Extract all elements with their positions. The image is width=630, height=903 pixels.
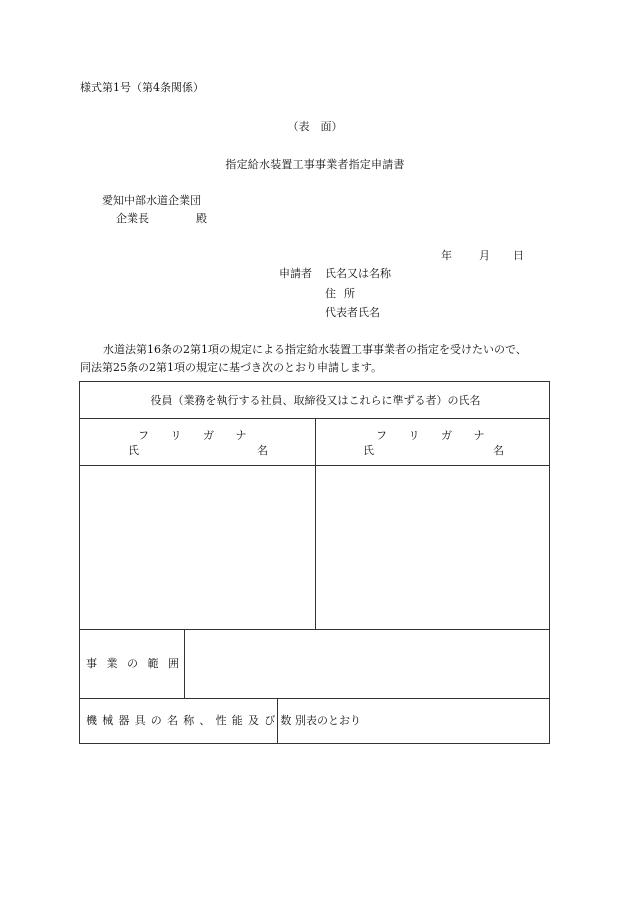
application-statement-line2: 同法第25条の2第1項の規定に基づき次のとおり申請します。 — [80, 361, 383, 374]
date-year-label: 年 — [441, 249, 452, 262]
equipment-label: 機械器具の名称、性能及び数 — [86, 714, 297, 727]
addressee-organization: 愛知中部水道企業団 — [102, 194, 201, 207]
equipment-value: 別表のとおり — [295, 714, 361, 727]
column-divider — [315, 418, 316, 629]
surname-right-label: 氏 — [363, 444, 374, 457]
surname-left-label: 氏 — [128, 444, 139, 457]
given-name-left-label: 名 — [257, 444, 268, 457]
applicant-name-label: 氏名又は名称 — [325, 267, 391, 280]
applicant-label: 申請者 — [279, 267, 312, 280]
date-day-label: 日 — [513, 249, 524, 262]
document-title: 指定給水装置工事事業者指定申請書 — [225, 158, 405, 171]
application-table — [79, 381, 550, 744]
officers-header: 役員（業務を執行する社員、取締役又はこれらに準ずる者）の氏名 — [150, 394, 481, 407]
application-statement-line1: 水道法第16条の2第1項の規定による指定給水装置工事事業者の指定を受けたいので、 — [103, 343, 527, 356]
applicant-address-label: 住所 — [325, 287, 363, 300]
given-name-right-label: 名 — [493, 444, 504, 457]
business-scope-label: 事業の範囲 — [86, 657, 189, 670]
side-label: （表 面） — [287, 120, 343, 133]
furigana-right-label: フ リ ガ ナ — [376, 429, 485, 442]
applicant-representative-label: 代表者氏名 — [325, 306, 380, 319]
addressee-honorific: 殿 — [196, 212, 207, 225]
date-month-label: 月 — [479, 249, 490, 262]
form-number: 様式第1号（第4条関係） — [80, 81, 204, 94]
table-divider — [80, 698, 549, 699]
table-divider — [80, 629, 549, 630]
furigana-left-label: フ リ ガ ナ — [138, 429, 247, 442]
table-divider — [80, 465, 549, 466]
addressee-title: 企業長 — [116, 212, 149, 225]
